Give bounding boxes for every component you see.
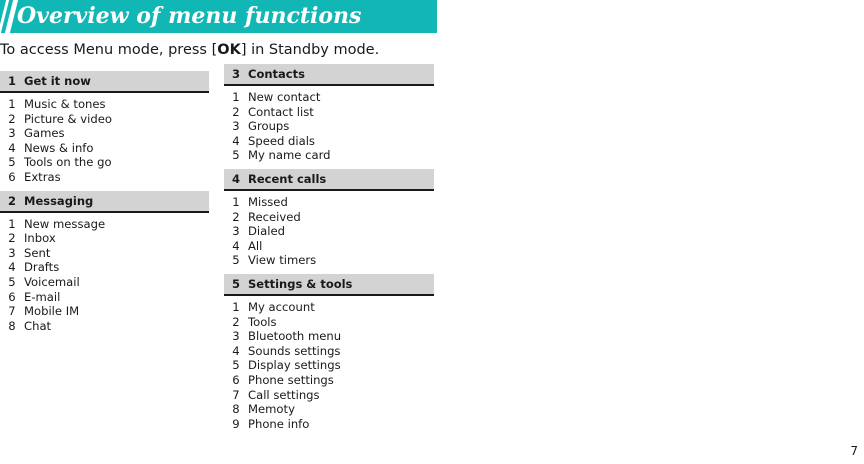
menu-section-settings-tools (224, 274, 434, 433)
menu-item: 6 Phone settings (232, 372, 334, 387)
intro-after: ] in Standby mode. (240, 42, 380, 58)
menu-section-recent-calls (224, 169, 434, 270)
menu-item: 5 My name card (232, 148, 331, 163)
section-header (0, 71, 209, 93)
menu-item: 1 New contact (232, 90, 321, 104)
menu-item: 1 Music & tones (8, 97, 106, 111)
menu-item: 2 Picture & video (8, 111, 112, 126)
menu-item-list (0, 93, 209, 187)
intro-text (0, 42, 379, 58)
section-number: 5 (231, 276, 240, 291)
intro-before: To access Menu mode, press [ (0, 42, 218, 58)
menu-item: 4 All (232, 238, 263, 253)
menu-item-list (0, 213, 209, 336)
menu-item: 7 Mobile IM (8, 304, 80, 319)
menu-item-list (224, 86, 434, 165)
section-title: Get it now (24, 74, 91, 88)
section-number: 2 (7, 193, 16, 208)
menu-item-list (224, 191, 434, 270)
menu-item: 1 My account (232, 299, 315, 314)
section-header (224, 64, 434, 86)
menu-item: 2 Received (232, 209, 301, 224)
menu-item: 5 Voicemail (8, 274, 80, 289)
ok-key-label: OK (217, 42, 241, 58)
section-title: Contacts (248, 67, 305, 81)
section-header (224, 169, 434, 191)
menu-item-list (224, 296, 434, 433)
menu-item: 7 Call settings (232, 387, 320, 402)
menu-item: 4 News & info (8, 140, 94, 155)
menu-item: 3 Dialed (232, 224, 285, 239)
title-banner (0, 0, 437, 33)
menu-item: 9 Phone info (232, 416, 310, 431)
menu-item: 3 Bluetooth menu (232, 329, 342, 344)
menu-section-contacts (224, 64, 434, 165)
section-title: Messaging (24, 193, 94, 208)
menu-item: 2 Contact list (232, 104, 314, 119)
menu-item: 3 Sent (8, 245, 51, 260)
section-number: 1 (7, 74, 16, 88)
menu-section-messaging (0, 191, 209, 336)
section-header (224, 274, 434, 296)
menu-item: 4 Speed dials (232, 133, 315, 148)
page-number: 7 (850, 444, 858, 458)
menu-item: 8 Chat (8, 318, 52, 333)
menu-item: 1 New message (8, 216, 106, 231)
menu-item: 1 Missed (232, 194, 288, 209)
page-title: Overview of menu functions (17, 3, 362, 29)
menu-item: 5 View timers (232, 253, 317, 268)
menu-item: 2 Inbox (8, 231, 56, 246)
menu-item: 3 Groups (232, 119, 290, 134)
section-title: Settings & tools (248, 276, 353, 291)
menu-section-get-it-now (0, 71, 209, 187)
menu-column-left (0, 71, 209, 339)
menu-item: 3 Games (8, 126, 65, 141)
section-number: 4 (231, 171, 240, 186)
menu-item: 5 Display settings (232, 358, 341, 373)
section-title: Recent calls (248, 171, 327, 186)
menu-item: 4 Drafts (8, 260, 60, 275)
menu-item: 6 E-mail (8, 289, 61, 304)
menu-item: 6 Extras (8, 169, 61, 184)
section-number: 3 (231, 67, 240, 81)
menu-column-right (224, 64, 434, 437)
menu-item: 2 Tools (232, 314, 277, 329)
menu-item: 5 Tools on the go (8, 155, 112, 170)
menu-item: 4 Sounds settings (232, 343, 341, 358)
menu-item: 8 Memoty (232, 402, 295, 417)
section-header (0, 191, 209, 213)
